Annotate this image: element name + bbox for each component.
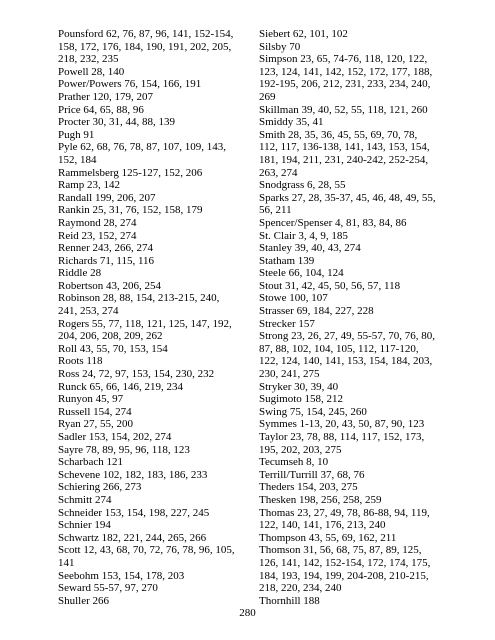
index-entry: Ross 24, 72, 97, 153, 154, 230, 232 [58, 368, 215, 381]
index-entry: Schmitt 274 [58, 493, 112, 506]
index-entry: Runyon 45, 97 [58, 393, 124, 406]
index-entry: Richards 71, 115, 116 [58, 254, 155, 267]
index-entry: Roots 118 [58, 355, 103, 368]
index-entry: Rammelsberg 125-127, 152, 206 [58, 166, 203, 179]
index-entry: Schiering 266, 273 [58, 481, 142, 494]
index-entry: Taylor 23, 78, 88, 114, 117, 152, 173, 195, 202, 203, 275 [259, 431, 425, 456]
index-entry: Runck 65, 66, 146, 219, 234 [58, 380, 183, 393]
index-entry: Price 64, 65, 88, 96 [58, 103, 144, 116]
index-entry: Snodgrass 6, 28, 55 [259, 179, 346, 192]
index-entry: Spencer/Spenser 4, 81, 83, 84, 86 [259, 216, 407, 229]
index-entry: Thomson 31, 56, 68, 75, 87, 89, 125, 126, 141, 142, 152-154, 172, 174, 175, 184, 193, 194, 199, 204-208, 210-215, 218, 220, 234, 240 [259, 544, 431, 595]
index-entry: St. Clair 3, 4, 9, 185 [259, 229, 348, 242]
index-entry: Procter 30, 31, 44, 88, 139 [58, 116, 176, 129]
index-entry: Sparks 27, 28, 35-37, 45, 46, 48, 49, 55, 56, 211 [259, 191, 436, 217]
index-entry: Pyle 62, 68, 76, 78, 87, 107, 109, 143, 152, 184 [58, 141, 227, 166]
index-entry: Raymond 28, 274 [58, 216, 137, 229]
index-entry: Schneider 153, 154, 198, 227, 245 [58, 506, 210, 519]
index-entry: Sadler 153, 154, 202, 274 [58, 431, 172, 443]
index-entry: Stryker 30, 39, 40 [259, 380, 339, 393]
index-entry: Rogers 55, 77, 118, 121, 125, 147, 192, 204, 206, 208, 209, 262 [58, 317, 232, 343]
index-entry: Siebert 62, 101, 102 [259, 28, 348, 40]
index-entry: Thornhill 188 [259, 594, 320, 607]
index-entry: Sayre 78, 89, 95, 96, 118, 123 [58, 443, 190, 456]
index-entry: Stout 31, 42, 45, 50, 56, 57, 118 [259, 279, 401, 292]
index-column-right [259, 28, 437, 607]
index-entry: Skillman 39, 40, 52, 55, 118, 121, 260 [259, 103, 428, 116]
index-entry: Tecumseh 8, 10 [259, 456, 329, 469]
index-entry: Pounsford 62, 76, 87, 96, 141, 152-154, 158, 172, 176, 184, 190, 191, 202, 205, 218, 232, 235 [58, 28, 234, 66]
index-entry: Randall 199, 206, 207 [58, 191, 156, 204]
index-entry: Strasser 69, 184, 227, 228 [259, 305, 374, 318]
index-entry: Rankin 25, 31, 76, 152, 158, 179 [58, 204, 203, 217]
index-entry: Schevene 102, 182, 183, 186, 233 [58, 468, 208, 481]
index-entry: Stanley 39, 40, 43, 274 [259, 242, 361, 255]
index-entry: Smith 28, 35, 36, 45, 55, 69, 70, 78, 112, 117, 136-138, 141, 143, 153, 154, 181, 194, 211, 231, 240-242, 252-254, 263, 274 [259, 128, 430, 179]
index-entry: Statham 139 [259, 254, 315, 267]
index-entry: Sugimoto 158, 212 [259, 393, 344, 406]
index-entry: Symmes 1-13, 20, 43, 50, 87, 90, 123 [259, 418, 425, 431]
page-number: 280 [239, 607, 256, 619]
index-entry: Pugh 91 [58, 128, 95, 141]
index-entry: Riddle 28 [58, 267, 102, 280]
index-entry: Thesken 198, 256, 258, 259 [259, 493, 382, 506]
index-entry: Shuller 266 [58, 594, 110, 607]
index-entry: Prather 120, 179, 207 [58, 90, 154, 103]
index-entry: Strecker 157 [259, 317, 315, 330]
index-entry: Roll 43, 55, 70, 153, 154 [58, 342, 168, 355]
index-entry: Seward 55-57, 97, 270 [58, 582, 158, 595]
index-entry: Ramp 23, 142 [58, 179, 121, 192]
index-entry: Terrill/Turrill 37, 68, 76 [259, 468, 365, 481]
index-entry: Robinson 28, 88, 154, 213-215, 240, 241, 253, 274 [58, 292, 220, 318]
index-entry: Robertson 43, 206, 254 [58, 279, 161, 292]
index-entry: Smiddy 35, 41 [259, 116, 324, 129]
index-entry: Schwartz 182, 221, 244, 265, 266 [58, 531, 207, 544]
index-entry: Thompson 43, 55, 69, 162, 211 [259, 531, 397, 544]
index-entry: Scott 12, 43, 68, 70, 72, 76, 78, 96, 105, 141 [58, 544, 235, 569]
index-entry: Powell 28, 140 [58, 65, 125, 78]
index-entry: Stowe 100, 107 [259, 292, 328, 305]
index-entry: Thomas 23, 27, 49, 78, 86-88, 94, 119, 122, 140, 141, 176, 213, 240 [259, 506, 430, 532]
index-entry: Russell 154, 274 [58, 405, 132, 418]
index-entry: Ryan 27, 55, 200 [58, 418, 134, 431]
index-entry: Silsby 70 [259, 40, 301, 53]
index-entry: Simpson 23, 65, 74-76, 118, 120, 122, 123, 124, 141, 142, 152, 172, 177, 188, 192-195, 206, 212, 231, 233, 234, 240, 269 [259, 53, 433, 103]
index-entry: Renner 243, 266, 274 [58, 242, 154, 255]
index-entry: Power/Powers 76, 154, 166, 191 [58, 78, 202, 91]
index-entry: Seebohm 153, 154, 178, 203 [58, 569, 185, 582]
index-entry: Schnier 194 [58, 519, 111, 532]
index-entry: Scharbach 121 [58, 456, 124, 469]
index-entry: Swing 75, 154, 245, 260 [259, 405, 367, 418]
index-entry: Steele 66, 104, 124 [259, 267, 344, 280]
index-entry: Theders 154, 203, 275 [259, 481, 358, 494]
index-entry: Strong 23, 26, 27, 49, 55-57, 70, 76, 80, 87, 88, 102, 104, 105, 112, 117-120, 122, 124, 140, 141, 153, 154, 184, 203, 230, 241, 275 [259, 330, 435, 381]
index-entry: Reid 23, 152, 274 [58, 229, 137, 242]
index-column-left [58, 28, 236, 607]
